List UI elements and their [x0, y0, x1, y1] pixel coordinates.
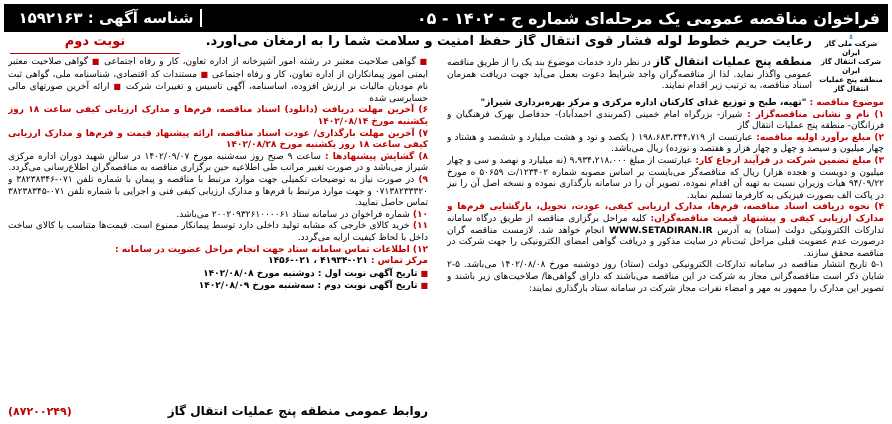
s1-label: ۱) نام و نشانی مناقصه‌گزار : [742, 109, 884, 120]
bullet-icon: ■ [200, 69, 209, 79]
intro-org: منطقه پنج عملیات انتقال گاز [653, 56, 812, 68]
contact-label: مرکز تماس : [367, 256, 428, 267]
l8-text: ساعت ۹ صبح روز سه‌شنبه مورخ ۱۴۰۲/۰۹/۰۷ در سالن شهید دوران اداره مرکزی شیراز می‌باشد و در صورت تغییر مراتب طی اطلاعیه حین برگزاری مناقصه به مناقصه‌گران اطلاع‌رسانی می‌گردد. [8, 151, 428, 174]
intro-text: در نظر دارد خدمات موضوع بند یک را از طریق مناقصه عمومی واگذار نماید. لذا از مناقصه‌گران واجد شرایط دعوت بعمل می‌آید جهت دریافت همزمان اسناد مناقصه، به ترتیب زیر اقدام نمایند. [447, 58, 812, 92]
s3-label: ۳) مبلغ تضمین شرکت در فرآیند ارجاع کار: [692, 155, 884, 166]
footer-org: روابط عمومی منطقه پنج عملیات انتقال گاز [167, 404, 428, 418]
bullet-icon: ■ [420, 268, 428, 278]
bullet-icon: ■ [113, 82, 122, 92]
logo-line-2: شرکت انتقال گاز ایران [821, 58, 881, 75]
s2-label: ۲) مبلغ برآورد اولیه مناقصه: [752, 132, 884, 143]
ad-id: شناسه آگهی : ۱۵۹۲۱۶۳ [12, 9, 202, 27]
l10-text: شماره فراخوان در سامانه ستاد ۲۰۰۲۰۹۳۲۶۱۰۰۰۰۶۱ می‌باشد. [176, 209, 410, 220]
logo-text [816, 40, 886, 94]
date-second: تاریخ آگهی نوبت دوم : سه‌شنبه مورخ ۱۴۰۲/۰۸/۰۹ [198, 281, 418, 292]
l11-text: خرید کالای خارجی که مشابه تولید داخلی دارد توسط پیمانکار ممنوع است. قیمت‌ها متناسب با کالای ساخت داخل با لحاظ کیفیت ارایه می‌گردد. [8, 221, 428, 243]
logo-line-3: منطقه پنج عملیات انتقال گاز [819, 76, 883, 93]
contact-numbers: ۰۲۱-۴۱۹۳۴ ، ۰۲۱-۱۴۵۶ [268, 256, 368, 267]
date-first: تاریخ آگهی نوبت اول : دوشنبه مورخ ۱۴۰۲/۰۸/۰۸ [203, 268, 418, 279]
footer [8, 402, 428, 420]
l8-label: ۸) گشایش پیشنهادها : [320, 151, 428, 162]
bullet-icon: ■ [419, 57, 428, 66]
l6-text: ۶) آخرین مهلت دریافت (دانلود) اسناد مناقصه، فرم‌ها و مدارک ارزیابی کیفی ساعت ۱۸ روز یکشنبه مورخ ۱۴۰۲/۰۸/۱۴ [8, 105, 428, 127]
l9-label: ۹) [414, 174, 428, 185]
left-column [8, 56, 428, 418]
ad-title: فراخوان مناقصه عمومی یک مرحله‌ای شماره ج - ۱۴۰۲ - ۰۵ [416, 8, 880, 28]
s4-text-a: کلیه مراحل برگزاری مناقصه از طریق درگاه سامانه تدارکات الکترونیکی دولت (ستاد) به آدرس [447, 213, 884, 236]
company-logo [816, 34, 886, 94]
right-column [447, 98, 884, 418]
s1-text: شیراز- بزرگراه امام خمینی (کمربندی احمدآباد)- حدفاصل بهرک فرهنگیان و فرزانگان- منطقه پنج عملیات انتقال گاز [447, 109, 884, 132]
l9-text: در صورت نیاز به توضیحات تکمیلی جهت موارد مرتبط با مناقصه و پیمان با شماره تلفن ۰۷۱-۳۸۲۳۸۳۴۶ و ۰۷۱۳۸۲۳۳۳۲۰ و جهت موارد مرتبط با فرم‌ها و مدارک ارزیابی کیفی فنی و اجرایی با شماره تلفن ۰۷۱-۳۸۲۳۸۳۴۵ تماس حاصل نمایید. [8, 174, 428, 209]
l7-text: ۷) آخرین مهلت بارگذاری/ عودت اسناد مناقصه، ارائه پیشنهاد قیمت و فرم‌ها و مدارک ارزیابی کیفی ساعت ۱۸ روز یکشنبه مورخ ۱۴۰۲/۰۸/۲۸ [8, 128, 428, 151]
s2-text: عبارتست از ۱۹۸،۶۸۳،۳۴۴،۷۱۹ ( یکصد و نود و هشت میلیارد و ششصد و هشتاد و چهار میلیون و سیصد و چهل و چهار هزار و هفتصد و نوزده) ریال می‌باشد. [447, 132, 884, 155]
header-bar [4, 4, 888, 32]
bullet-icon: ■ [91, 57, 101, 66]
l12-label: ۱۲) اطلاعات تماس سامانه ستاد جهت انجام مراحل عضویت در سامانه : [115, 244, 428, 255]
subject-label: موضوع مناقصه : [806, 98, 884, 108]
bullet-icon: ■ [420, 281, 428, 291]
l10-label: ۱۰) [409, 209, 428, 220]
req-2: گواهی صلاحیت معتبر ایمنی امور پیمانکاران از اداره تعاون، کار و رفاه اجتماعی [8, 57, 428, 80]
subtitle: رعایت حریم خطوط لوله فشار قوی انتقال گاز حفظ امنیت و سلامت شما را به ارمغان می‌آورد. [205, 34, 812, 49]
s3-text: عبارتست از مبلغ ۹،۹۳۴،۲۱۸،۰۰۰ (نه میلیارد و نهصد و سی و چهار میلیون و دویست و هجده هزار) ریال که مناقصه‌گر می‌بایست بر اساس مصوبه شماره ۱۲۳۴۰۲/ت ۵۰۶۵۹ ه مورخ ۹۴/۰۹/۲۲ هیات وزیران نسبت به تهیه آن اقدام نموده، تصویر آن را در سامانه بارگذاری نموده و نسخه اصل آن را نیز در پاکت الف بصورت فیزیکی به کارفرما تسلیم نماید. [447, 155, 884, 201]
req-3: مستندات کد اقتصادی، شناسنامه ملی، گواهی ثبت نام مودیان مالیات بر ارزش افزوده، اساسنامه، آگهی تاسیس و تغییرات شرکت [8, 69, 428, 93]
s5-text: ۵-۱ تاریخ انتشار مناقصه در سامانه تدارکات الکترونیکی دولت (ستاد) روز دوشنبه مورخ ۱۴۰۲/۰۸/۰۸ می‌باشد. ۵-۲ شایان ذکر است مناقصه‌گرانی مجاز به شرکت در این مناقصه می‌باشند که دارای گواهی‌ها/ صلاحیت‌های زیر باشند و تصویر این مدارک را ممهور به مهر و امضاء نفرات مجاز شرکت در سامانه ستاد بارگذاری نمایند: [447, 260, 884, 294]
subject-text: "تهیه، طبخ و توزیع غذای کارکنان اداره مرکزی و مرکز بهره‌برداری شیراز" [480, 98, 807, 108]
footer-code: (۸۷۲۰۰۲۴۹) [8, 404, 72, 418]
req-1: گواهی صلاحیت معتبر در رشته امور آشپزخانه از اداره تعاون، کار و رفاه اجتماعی [104, 57, 416, 67]
s4-text-b: انجام خواهد شد. لازمست مناقصه گران درصورت عدم عضویت قبلی مراحل ثبت‌نام در سایت مذکور و دریافت گواهی امضای الکترونیکی را جهت شرکت در مناقصه محقق سازند. [447, 225, 884, 259]
flame-logo-icon [829, 34, 873, 39]
logo-line-1: شرکت ملی گاز ایران [824, 40, 878, 57]
req-4: ارائه آخرین صورتهای مالی حسابرسی شده [8, 82, 428, 104]
intro-block [447, 56, 812, 96]
l11-label: ۱۱) [409, 221, 428, 232]
setad-link[interactable]: WWW.SETADIRAN.IR [609, 225, 713, 236]
nobat-badge: نوبت دوم [10, 34, 180, 54]
s4-label: ۴) نحوه دریافت اسناد مناقصه، فرم‌ها، مدارک ارزیابی کیفی، عودت، تحویل، بارگشایی فرم‌ها و مدارک ارزیابی کیفی و پیشنهاد قیمت مناقصه‌گران: [447, 202, 884, 224]
